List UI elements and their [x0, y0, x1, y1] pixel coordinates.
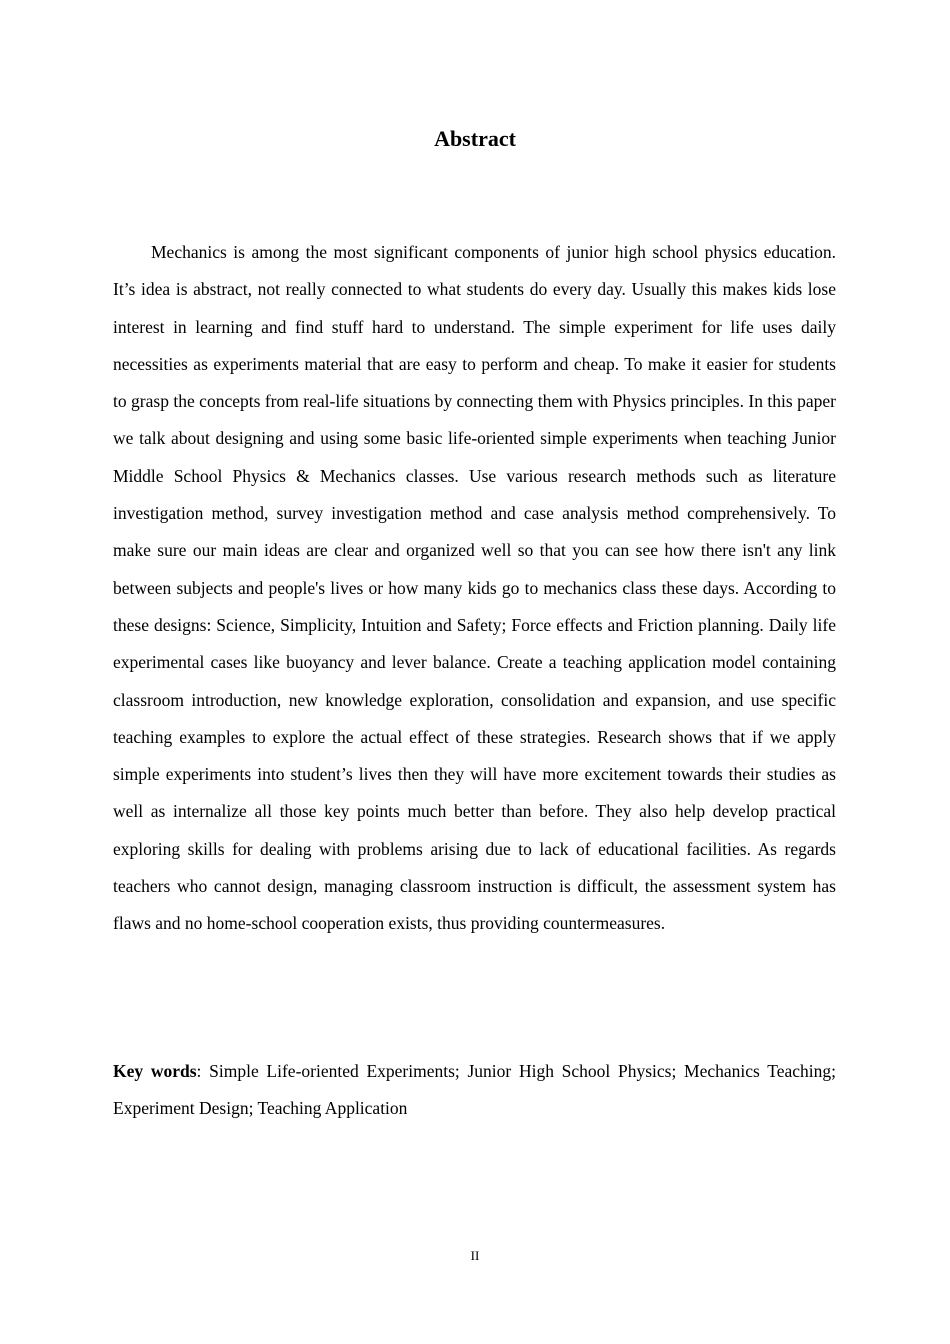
- keywords-text: Simple Life-oriented Experiments; Junior High School Physics; Mechanics Teaching; Experiment Design; Teaching Application: [113, 1061, 836, 1119]
- keywords-label: Key words: [113, 1061, 197, 1081]
- abstract-title: Abstract: [434, 126, 516, 151]
- keywords-separator: :: [196, 1061, 210, 1081]
- page-number: II: [470, 1248, 480, 1263]
- keywords-line: [113, 1053, 836, 1128]
- abstract-paragraph: Mechanics is among the most significant components of junior high school physics education. It’s idea is abstract, not really connected to what students do every day. Usually this makes kids lose interest in learning and find stuff hard to understand. The simple experiment for life uses daily necessities as experiments material that are easy to perform and cheap. To make it easier for students to grasp the concepts from real-life situations by connecting them with Physics principles. In this paper we talk about designing and using some basic life-oriented simple experiments when teaching Junior Middle School Physics & Mechanics classes. Use various research methods such as literature investigation method, survey investigation method and case analysis method comprehensively. To make sure our main ideas are clear and organized well so that you can see how there isn't any link between subjects and people's lives or how many kids go to mechanics class these days. According to these designs: Science, Simplicity, Intuition and Safety; Force effects and Friction planning. Daily life experimental cases like buoyancy and lever balance. Create a teaching application model containing classroom introduction, new knowledge exploration, consolidation and expansion, and use specific teaching examples to explore the actual effect of these strategies. Research shows that if we apply simple experiments into student’s lives then they will have more excitement towards their studies as well as internalize all those key points much better than before. They also help develop practical exploring skills for dealing with problems arising due to lack of educational facilities. As regards teachers who cannot design, managing classroom instruction is difficult, the assessment system has flaws and no home-school cooperation exists, thus providing countermeasures.: [113, 242, 836, 934]
